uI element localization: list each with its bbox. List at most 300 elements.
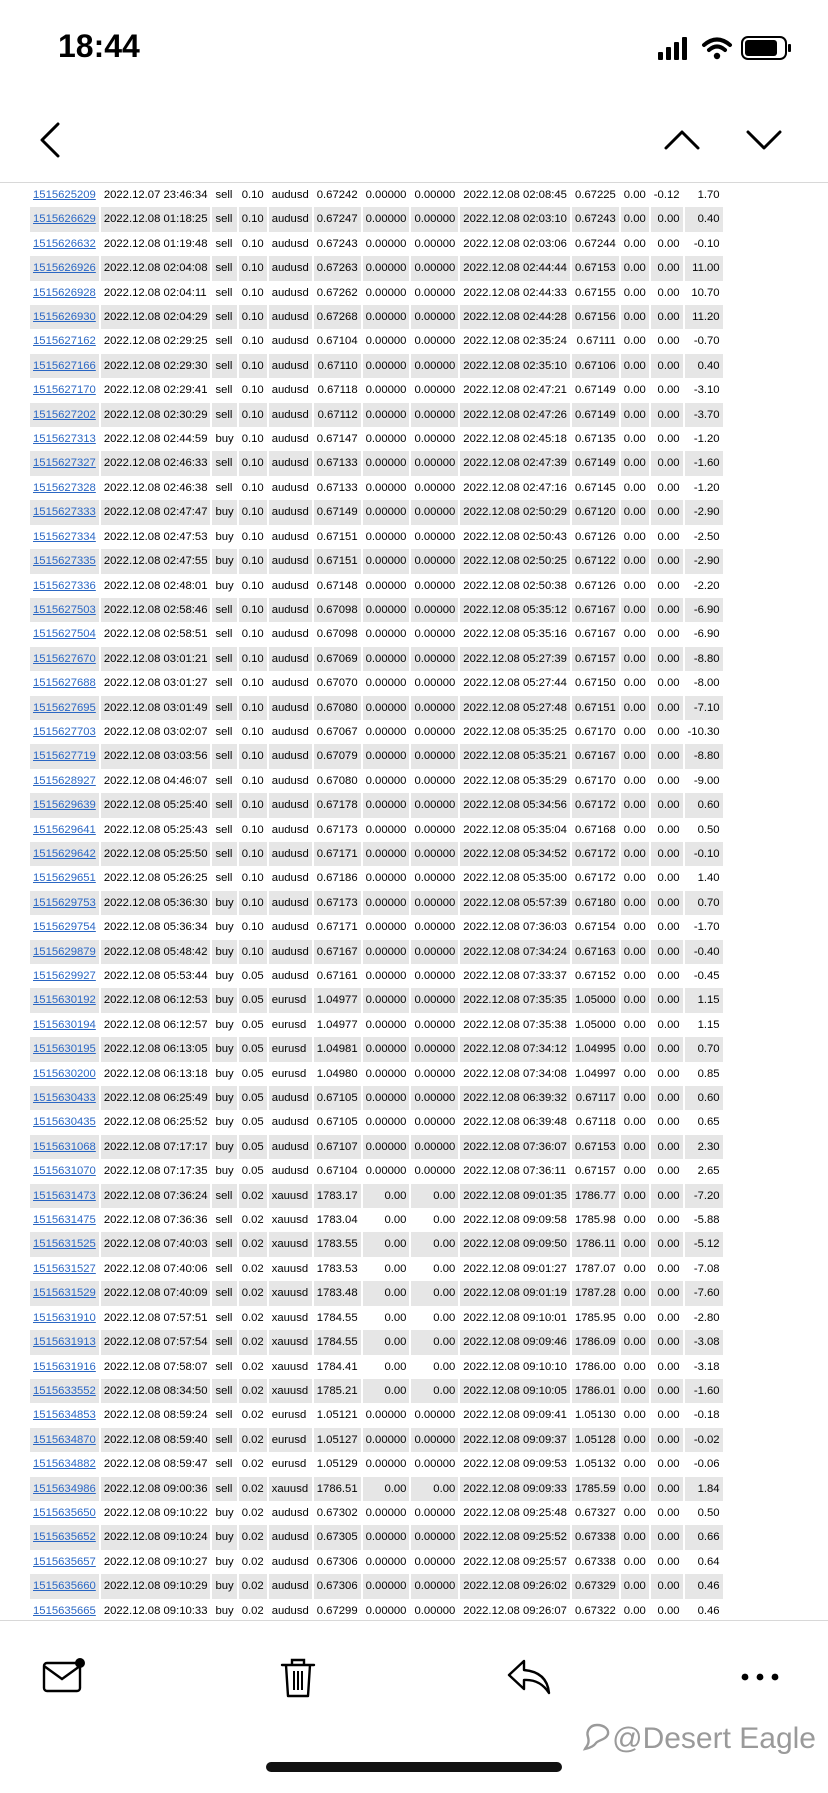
- cell-open-price: 0.67112: [314, 403, 361, 427]
- ticket-link[interactable]: 1515627504: [33, 628, 96, 641]
- cell-open-price: 0.67149: [314, 500, 361, 524]
- cell-close-price: 0.67149: [572, 451, 619, 475]
- cell-sl: 0.00000: [365, 481, 407, 494]
- ticket-link[interactable]: 1515631068: [33, 1140, 96, 1153]
- ticket-link[interactable]: 1515631529: [33, 1287, 96, 1300]
- cell-ticket[interactable]: [30, 1257, 99, 1281]
- cell-type: sell: [215, 677, 233, 690]
- cell-open-time: 2022.12.08 07:58:07: [103, 1360, 208, 1373]
- cell-swap: 0.00: [651, 354, 683, 378]
- cell-open-price: 1786.51: [314, 1477, 361, 1501]
- cell-close-time: 2022.12.08 07:35:38: [463, 1018, 567, 1031]
- cell-symbol: eurusd: [271, 1458, 307, 1471]
- more-button[interactable]: [740, 1669, 780, 1687]
- cell-symbol: xauusd: [269, 1330, 312, 1354]
- ticket-link[interactable]: 1515627336: [33, 579, 96, 592]
- cell-tp: 0.00000: [411, 842, 458, 866]
- cell-type: buy: [215, 433, 234, 446]
- ticket-link[interactable]: 1515628927: [33, 774, 96, 787]
- cell-sl: 0.00000: [365, 1116, 407, 1129]
- cell-ticket[interactable]: [30, 1599, 99, 1619]
- cell-close-price: 1787.07: [574, 1262, 616, 1275]
- cell-open-time: 2022.12.08 03:01:27: [103, 677, 208, 690]
- cell-ticket[interactable]: [30, 964, 99, 988]
- cell-type: sell: [215, 189, 233, 201]
- cell-ticket[interactable]: [30, 378, 99, 402]
- cell-swap: 0.00: [657, 1262, 680, 1275]
- ticket-link[interactable]: 1515634870: [33, 1433, 96, 1446]
- trade-history-table: [28, 183, 725, 1619]
- cell-close-time: 2022.12.08 07:34:08: [463, 1067, 567, 1080]
- cell-symbol: audusd: [271, 189, 309, 201]
- cell-open-time: 2022.12.08 09:10:27: [103, 1555, 208, 1568]
- ticket-link[interactable]: 1515629641: [33, 823, 96, 836]
- cell-profit: -0.40: [685, 940, 723, 964]
- ticket-link[interactable]: 1515630194: [33, 1018, 96, 1031]
- cell-ticket[interactable]: [30, 1501, 99, 1525]
- cell-size: 0.02: [239, 1184, 267, 1208]
- watermark: [582, 1722, 816, 1756]
- cell-ticket[interactable]: [30, 476, 99, 500]
- cell-close-time: 2022.12.08 09:01:35: [460, 1184, 570, 1208]
- cell-commission: 0.00: [623, 1214, 646, 1227]
- cell-close-time: 2022.12.08 05:35:25: [463, 725, 567, 738]
- cell-profit: 0.46: [697, 1604, 720, 1617]
- cell-ticket[interactable]: [30, 427, 99, 451]
- cell-ticket[interactable]: [30, 1477, 99, 1501]
- cell-commission: 0.00: [623, 1262, 646, 1275]
- cell-open-price: 1.04981: [314, 1037, 361, 1061]
- battery-icon: [742, 37, 791, 59]
- cell-swap: 0.00: [651, 500, 683, 524]
- ticket-link[interactable]: 1515635652: [33, 1531, 96, 1544]
- cell-symbol: audusd: [271, 1604, 309, 1617]
- ticket-link[interactable]: 1515635650: [33, 1506, 96, 1519]
- cell-close-price: 0.67117: [572, 1086, 619, 1110]
- cell-commission: 0.00: [621, 744, 649, 768]
- cell-ticket[interactable]: [30, 1037, 99, 1061]
- cell-sl: 0.00000: [365, 1165, 407, 1178]
- ticket-link[interactable]: 1515626632: [33, 237, 96, 250]
- cell-swap: 0.00: [651, 305, 683, 329]
- cell-open-time: 2022.12.08 03:02:07: [103, 725, 208, 738]
- cell-close-time: 2022.12.08 02:35:10: [460, 354, 570, 378]
- cell-size: 0.10: [239, 256, 267, 280]
- cell-open-time: 2022.12.08 09:10:29: [101, 1574, 211, 1598]
- cell-sl: 0.00000: [363, 207, 410, 231]
- cell-sl: 0.00000: [365, 628, 407, 641]
- cell-symbol: audusd: [269, 598, 312, 622]
- cell-symbol: audusd: [269, 500, 312, 524]
- cell-size: 0.10: [239, 940, 267, 964]
- cell-tp: 0.00000: [414, 1018, 456, 1031]
- table-row: [30, 232, 723, 256]
- cell-ticket[interactable]: [30, 866, 99, 890]
- cell-tp: 0.00000: [414, 970, 456, 982]
- cell-sl: 0.00000: [365, 579, 407, 592]
- cell-profit: -2.80: [693, 1311, 720, 1324]
- cell-sl: 0.00000: [365, 1018, 407, 1031]
- cell-ticket[interactable]: [30, 1013, 99, 1037]
- cell-ticket[interactable]: [30, 1232, 99, 1256]
- table-row: [30, 720, 723, 744]
- cell-ticket[interactable]: [30, 232, 99, 256]
- ticket-link[interactable]: 1515630435: [33, 1116, 96, 1129]
- ticket-link[interactable]: 1515634853: [33, 1409, 96, 1422]
- cell-close-price: 0.67111: [576, 335, 616, 348]
- cell-tp: 0.00000: [411, 305, 458, 329]
- cell-tp: 0.00000: [414, 677, 456, 690]
- cell-symbol: audusd: [269, 647, 312, 671]
- cell-ticket[interactable]: [30, 1208, 99, 1232]
- ticket-link[interactable]: 1515631910: [33, 1311, 96, 1324]
- ticket-link[interactable]: 1515630200: [33, 1067, 96, 1080]
- cell-open-price: 0.67070: [316, 677, 358, 690]
- cell-close-time: 2022.12.08 09:10:01: [463, 1311, 567, 1324]
- cell-ticket[interactable]: [30, 744, 99, 768]
- ticket-link[interactable]: 1515629639: [33, 799, 96, 812]
- cell-commission: 0.00: [621, 207, 649, 231]
- cell-size: 0.10: [241, 823, 264, 836]
- cell-type: sell: [212, 1281, 236, 1305]
- cell-open-price: 0.67173: [316, 823, 358, 836]
- cell-profit: -2.50: [693, 530, 720, 543]
- cell-swap: 0.00: [657, 1360, 680, 1373]
- ticket-link[interactable]: 1515630192: [33, 994, 96, 1007]
- ticket-link[interactable]: 1515627670: [33, 652, 96, 665]
- ticket-link[interactable]: 1515627503: [33, 603, 96, 616]
- back-button[interactable]: [30, 118, 74, 162]
- cell-swap: 0.00: [657, 1311, 680, 1324]
- cell-ticket[interactable]: [30, 1135, 99, 1159]
- table-row: [30, 256, 723, 280]
- cell-ticket[interactable]: [30, 281, 99, 305]
- cell-sl: 0.00000: [363, 500, 410, 524]
- cell-size: 0.10: [239, 305, 267, 329]
- nav-bar: [0, 100, 828, 182]
- cell-ticket[interactable]: [30, 1428, 99, 1452]
- cell-close-price: 0.67170: [574, 774, 616, 787]
- cell-swap: 0.00: [651, 696, 683, 720]
- ticket-link[interactable]: 1515627313: [33, 433, 96, 446]
- ticket-link[interactable]: 1515627334: [33, 530, 96, 543]
- ticket-link[interactable]: 1515627202: [33, 408, 96, 421]
- ticket-link[interactable]: 1515627328: [33, 481, 96, 494]
- cell-ticket[interactable]: [30, 940, 99, 964]
- ticket-link[interactable]: 1515627333: [33, 506, 96, 519]
- cell-close-price: 1787.28: [572, 1281, 619, 1305]
- cell-ticket[interactable]: [30, 1525, 99, 1549]
- ticket-link[interactable]: 1515633552: [33, 1384, 96, 1397]
- ticket-link[interactable]: 1515634882: [33, 1458, 96, 1471]
- ticket-link[interactable]: 1515631916: [33, 1360, 96, 1373]
- cell-type: sell: [215, 1214, 233, 1227]
- table-row: [30, 915, 723, 939]
- cell-type: buy: [212, 891, 236, 915]
- cell-sl: 0.00000: [363, 598, 410, 622]
- cell-size: 0.10: [239, 696, 267, 720]
- cell-type: buy: [215, 1165, 234, 1178]
- cell-swap: 0.00: [651, 403, 683, 427]
- cell-commission: 0.00: [623, 286, 646, 299]
- cell-open-time: 2022.12.08 02:04:11: [103, 286, 207, 299]
- cell-ticket[interactable]: [30, 525, 99, 549]
- ticket-link[interactable]: 1515626928: [33, 286, 96, 299]
- cell-ticket[interactable]: [30, 1086, 99, 1110]
- cell-close-price: 0.67152: [574, 970, 616, 982]
- cell-ticket[interactable]: [30, 818, 99, 842]
- cell-commission: 0.00: [621, 1525, 649, 1549]
- ticket-link[interactable]: 1515630195: [33, 1043, 96, 1056]
- cell-ticket[interactable]: [30, 329, 99, 353]
- cell-ticket[interactable]: [30, 354, 99, 378]
- table-row: [30, 1477, 723, 1501]
- delete-button[interactable]: [278, 1657, 318, 1704]
- cell-commission: 0.00: [623, 335, 646, 348]
- reply-button[interactable]: [506, 1657, 552, 1702]
- cell-commission: 0.00: [621, 1232, 649, 1256]
- cell-size: 0.10: [241, 335, 264, 348]
- cell-ticket[interactable]: [30, 1062, 99, 1086]
- ticket-link[interactable]: 1515631525: [33, 1238, 96, 1251]
- cell-profit: -1.20: [693, 481, 720, 494]
- cell-swap: 0.00: [657, 579, 680, 592]
- cell-sl: 0.00: [384, 1214, 407, 1227]
- cell-ticket[interactable]: [30, 1550, 99, 1574]
- cell-size: 0.10: [241, 725, 264, 738]
- ticket-link[interactable]: 1515629754: [33, 921, 96, 934]
- cell-close-time: 2022.12.08 02:47:26: [460, 403, 570, 427]
- ticket-link[interactable]: 1515635657: [33, 1555, 96, 1568]
- ticket-link[interactable]: 1515626926: [33, 262, 96, 275]
- ticket-link[interactable]: 1515631473: [33, 1189, 96, 1202]
- ticket-link[interactable]: 1515631475: [33, 1214, 96, 1227]
- cell-close-price: 1785.98: [574, 1214, 616, 1227]
- ticket-link[interactable]: 1515631070: [33, 1165, 96, 1178]
- cell-size: 0.10: [239, 451, 267, 475]
- cell-ticket[interactable]: [30, 769, 99, 793]
- cell-ticket[interactable]: [30, 183, 99, 207]
- cell-open-time: 2022.12.08 02:58:51: [103, 628, 208, 641]
- cell-commission: 0.00: [621, 891, 649, 915]
- cell-tp: 0.00000: [411, 207, 458, 231]
- cell-ticket[interactable]: [30, 842, 99, 866]
- cell-ticket[interactable]: [30, 696, 99, 720]
- ticket-link[interactable]: 1515627335: [33, 555, 96, 568]
- home-indicator[interactable]: [266, 1762, 562, 1772]
- cell-symbol: audusd: [269, 207, 312, 231]
- cell-profit: 0.50: [697, 823, 720, 836]
- ticket-link[interactable]: 1515627166: [33, 359, 96, 372]
- cell-symbol: audusd: [269, 549, 312, 573]
- cell-close-time: 2022.12.08 05:35:29: [463, 774, 567, 787]
- table-row: [30, 305, 723, 329]
- cell-sl: 0.00000: [363, 1037, 410, 1061]
- cell-close-time: 2022.12.08 05:35:16: [463, 628, 567, 641]
- cell-profit: 0.50: [697, 1506, 720, 1519]
- ticket-link[interactable]: 1515625209: [33, 189, 96, 201]
- cell-sl: 0.00000: [365, 872, 407, 885]
- ticket-link[interactable]: 1515627170: [33, 384, 96, 397]
- table-row: [30, 549, 723, 573]
- cell-close-time: 2022.12.08 06:39:48: [463, 1116, 567, 1129]
- ticket-link[interactable]: 1515627703: [33, 725, 96, 738]
- ticket-link[interactable]: 1515627719: [33, 750, 96, 763]
- cell-tp: 0.00000: [414, 1506, 456, 1519]
- ticket-link[interactable]: 1515626930: [33, 311, 96, 324]
- cell-ticket[interactable]: [30, 915, 99, 939]
- cell-close-time: 2022.12.08 07:36:03: [463, 921, 567, 934]
- cell-size: 0.10: [239, 842, 267, 866]
- cell-ticket[interactable]: [30, 500, 99, 524]
- cell-profit: 0.66: [685, 1525, 723, 1549]
- cell-ticket[interactable]: [30, 1330, 99, 1354]
- cell-swap: 0.00: [651, 940, 683, 964]
- cell-ticket[interactable]: [30, 1306, 99, 1330]
- ticket-link[interactable]: 1515629927: [33, 970, 96, 982]
- cell-close-price: 0.67155: [574, 286, 616, 299]
- cell-ticket[interactable]: [30, 671, 99, 695]
- cell-ticket[interactable]: [30, 574, 99, 598]
- table-row: [30, 1306, 723, 1330]
- cell-ticket[interactable]: [30, 403, 99, 427]
- cell-ticket[interactable]: [30, 1379, 99, 1403]
- cell-swap: 0.00: [651, 598, 683, 622]
- cell-close-time: 2022.12.08 02:44:44: [460, 256, 570, 280]
- ticket-link[interactable]: 1515627327: [33, 457, 96, 470]
- cell-type: sell: [212, 1184, 236, 1208]
- cell-swap: 0.00: [657, 1067, 680, 1080]
- cell-type: buy: [212, 1037, 236, 1061]
- ticket-link[interactable]: 1515630433: [33, 1092, 96, 1105]
- ticket-link[interactable]: 1515627688: [33, 677, 96, 690]
- ticket-link[interactable]: 1515629753: [33, 896, 96, 909]
- cell-open-price: 1784.41: [316, 1360, 358, 1373]
- cell-profit: 11.20: [685, 305, 723, 329]
- mark-unread-button[interactable]: [42, 1657, 86, 1702]
- cell-sl: 0.00: [363, 1232, 410, 1256]
- next-message-button[interactable]: [742, 118, 786, 162]
- cell-close-time: 2022.12.08 06:39:32: [460, 1086, 570, 1110]
- cell-commission: 0.00: [623, 237, 646, 250]
- previous-message-button[interactable]: [660, 118, 704, 162]
- ticket-link[interactable]: 1515626629: [33, 213, 96, 226]
- cell-size: 0.02: [241, 1458, 264, 1471]
- cell-profit: 0.70: [685, 1037, 723, 1061]
- cell-ticket[interactable]: [30, 207, 99, 231]
- cell-ticket[interactable]: [30, 891, 99, 915]
- cell-sl: 0.00000: [363, 940, 410, 964]
- ticket-link[interactable]: 1515635665: [33, 1604, 96, 1617]
- cell-ticket[interactable]: [30, 1184, 99, 1208]
- ticket-link[interactable]: 1515629879: [33, 945, 96, 958]
- ticket-link[interactable]: 1515634986: [33, 1482, 96, 1495]
- cell-tp: 0.00000: [411, 500, 458, 524]
- ticket-link[interactable]: 1515631913: [33, 1336, 96, 1349]
- cell-close-price: 1.05132: [574, 1458, 616, 1471]
- cell-swap: 0.00: [651, 793, 683, 817]
- cell-size: 0.10: [239, 647, 267, 671]
- cell-ticket[interactable]: [30, 1403, 99, 1427]
- cell-ticket[interactable]: [30, 988, 99, 1012]
- cell-profit: -1.60: [685, 451, 723, 475]
- cell-swap: 0.00: [651, 1086, 683, 1110]
- cell-ticket[interactable]: [30, 598, 99, 622]
- cell-ticket[interactable]: [30, 720, 99, 744]
- cell-open-price: 0.67104: [316, 335, 358, 348]
- cell-ticket[interactable]: [30, 1452, 99, 1476]
- cell-open-price: 0.67118: [317, 384, 358, 397]
- cell-ticket[interactable]: [30, 549, 99, 573]
- message-body[interactable]: [0, 183, 828, 1619]
- cell-close-price: 0.67243: [572, 207, 619, 231]
- cell-close-price: 1.04997: [574, 1067, 616, 1080]
- cell-close-time: 2022.12.08 09:26:02: [460, 1574, 570, 1598]
- cell-ticket[interactable]: [30, 1159, 99, 1183]
- wifi-icon: [704, 40, 730, 60]
- cell-tp: 0.00: [411, 1477, 458, 1501]
- cell-open-price: 0.67105: [316, 1116, 358, 1129]
- table-row: [30, 671, 723, 695]
- cell-commission: 0.00: [623, 433, 646, 446]
- cell-open-price: 0.67147: [316, 433, 358, 446]
- cell-commission: 0.00: [621, 696, 649, 720]
- cell-swap: 0.00: [657, 725, 680, 738]
- ticket-link[interactable]: 1515627695: [33, 701, 96, 714]
- cell-ticket[interactable]: [30, 1574, 99, 1598]
- cell-close-price: 0.67149: [572, 403, 619, 427]
- cell-profit: -0.06: [693, 1458, 720, 1471]
- cell-open-time: 2022.12.08 02:29:41: [103, 384, 208, 397]
- cell-symbol: audusd: [271, 628, 309, 641]
- ticket-link[interactable]: 1515631527: [33, 1262, 96, 1275]
- cell-close-price: 0.67167: [572, 598, 619, 622]
- cell-open-price: 0.67151: [314, 549, 361, 573]
- ticket-link[interactable]: 1515627162: [33, 335, 96, 348]
- cell-swap: 0.00: [651, 744, 683, 768]
- cell-commission: 0.00: [621, 1037, 649, 1061]
- cell-tp: 0.00000: [414, 1116, 456, 1129]
- cell-ticket[interactable]: [30, 1110, 99, 1134]
- cell-ticket[interactable]: [30, 305, 99, 329]
- cell-ticket[interactable]: [30, 256, 99, 280]
- cell-open-time: 2022.12.08 03:01:49: [101, 696, 211, 720]
- cell-type: sell: [212, 598, 236, 622]
- ticket-link[interactable]: 1515635660: [33, 1580, 96, 1593]
- cell-close-time: 2022.12.08 05:35:21: [460, 744, 570, 768]
- cell-ticket[interactable]: [30, 793, 99, 817]
- ticket-link[interactable]: 1515629642: [33, 847, 96, 860]
- cell-ticket[interactable]: [30, 647, 99, 671]
- cell-open-time: 2022.12.08 08:59:24: [103, 1409, 208, 1422]
- status-time: 18:44: [58, 28, 140, 64]
- cell-ticket[interactable]: [30, 1281, 99, 1305]
- table-row: [30, 1257, 723, 1281]
- cell-close-price: 0.67170: [574, 725, 616, 738]
- cell-ticket[interactable]: [30, 622, 99, 646]
- cell-type: sell: [215, 384, 233, 397]
- status-bar: [0, 0, 828, 100]
- ticket-link[interactable]: 1515629651: [33, 872, 96, 885]
- cell-ticket[interactable]: [30, 1355, 99, 1379]
- cell-ticket[interactable]: [30, 451, 99, 475]
- cell-sl: 0.00000: [363, 1086, 410, 1110]
- cell-type: sell: [215, 725, 233, 738]
- cell-swap: 0.00: [657, 384, 680, 397]
- cell-type: sell: [215, 1360, 233, 1373]
- cell-open-time: 2022.12.08 03:03:56: [101, 744, 211, 768]
- cell-symbol: audusd: [271, 677, 309, 690]
